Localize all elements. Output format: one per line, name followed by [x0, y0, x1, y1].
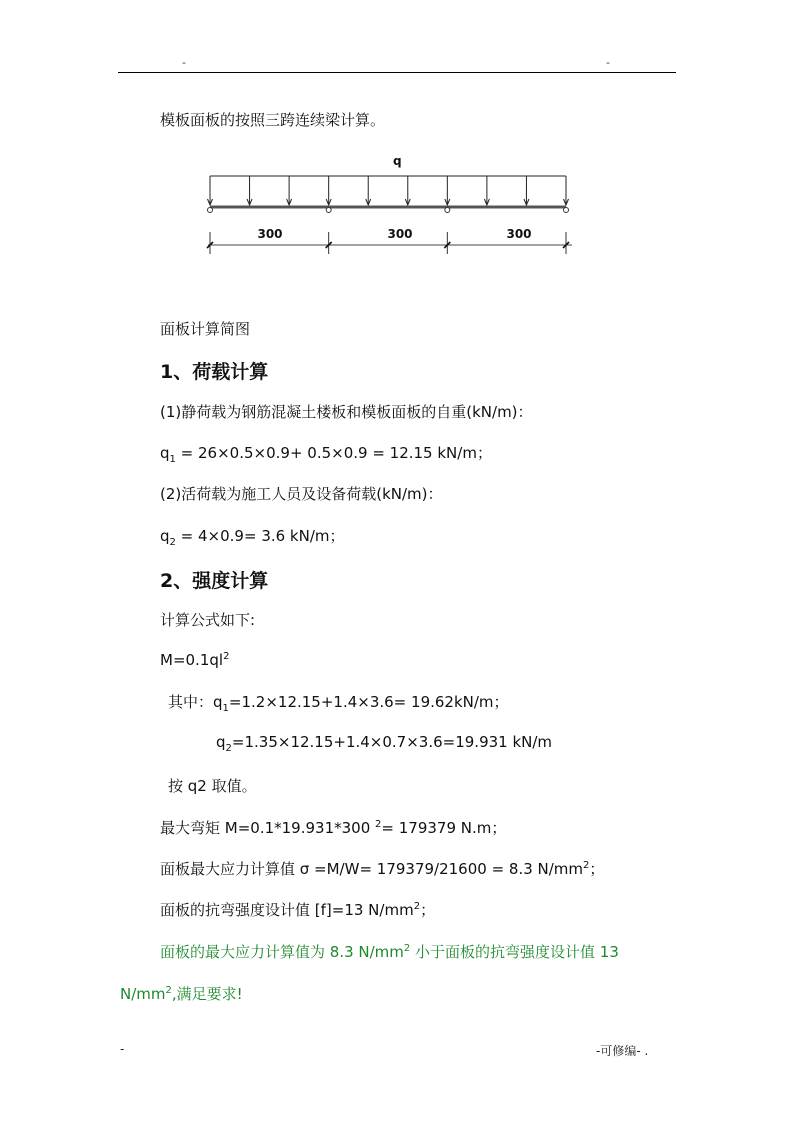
q1-expression: = 26×0.5×0.9+ 0.5×0.9 = 12.15 kN/m； — [175, 444, 492, 462]
static-load-text: (1)静荷载为钢筋混凝土楼板和模板面板的自重(kN/m)： — [160, 403, 533, 421]
footer-right-text: -可修编- . — [596, 1044, 649, 1058]
diagram-caption: 面板计算简图 — [160, 320, 251, 338]
conclusion2-a: N/mm — [120, 985, 166, 1003]
max-moment-sup: 2 — [375, 819, 382, 830]
moment-formula-base: M=0.1ql — [160, 651, 224, 669]
footer-left-mark: - — [120, 1042, 125, 1056]
where-subscript: 1 — [222, 703, 229, 714]
q1-subscript: 1 — [169, 454, 176, 465]
conclusion-sup: 2 — [403, 943, 411, 954]
header-right-mark: - — [606, 56, 610, 69]
span-label-2: 300 — [387, 227, 413, 241]
design-value-a: 面板的抗弯强度设计值 [f]=13 N/mm — [160, 901, 414, 919]
conclusion2-sup: 2 — [165, 985, 172, 996]
span-label-3: 300 — [506, 227, 532, 241]
where-expression: =1.2×12.15+1.4×3.6= 19.62kN/m； — [228, 693, 509, 711]
where-q1 — [168, 691, 509, 712]
q2-expression: = 4×0.9= 3.6 kN/m； — [175, 527, 345, 545]
formula-intro: 计算公式如下: — [160, 611, 256, 629]
span-label-1: 300 — [257, 227, 283, 241]
q1-formula — [160, 442, 492, 463]
q2-symbol: q — [160, 527, 170, 545]
beam-diagram — [200, 148, 580, 258]
moment-formula-sup: 2 — [223, 651, 230, 662]
q1-symbol: q — [160, 444, 170, 462]
q2-subscript: 2 — [169, 537, 176, 548]
max-stress-b: ； — [589, 860, 605, 878]
load-label: q — [393, 154, 402, 168]
max-moment-b: = 179379 N.m； — [381, 819, 507, 837]
where-q2 — [216, 733, 553, 754]
take-value-text: 按 q2 取值。 — [168, 777, 257, 795]
conclusion-b: 小于面板的抗弯强度设计值 13 — [410, 943, 619, 961]
support-pin — [208, 208, 213, 213]
max-stress — [160, 858, 604, 879]
support-pin — [326, 208, 331, 213]
load-arrows — [208, 176, 569, 205]
live-load-text: (2)活荷载为施工人员及设备荷载(kN/m)： — [160, 485, 443, 503]
conclusion-line-1 — [160, 941, 619, 962]
section1-title: 1、荷载计算 — [160, 361, 269, 383]
design-value — [160, 899, 435, 920]
header-left-mark: - — [182, 56, 186, 69]
support-pin — [445, 208, 450, 213]
q2-formula — [160, 525, 345, 546]
header-rule — [118, 72, 676, 73]
max-stress-a: 面板最大应力计算值 σ =M/W= 179379/21600 = 8.3 N/mm — [160, 860, 584, 878]
max-moment — [160, 817, 506, 838]
design-value-sup: 2 — [413, 901, 421, 912]
section2-title: 2、强度计算 — [160, 570, 269, 592]
where-prefix: 其中：q — [168, 693, 223, 711]
max-stress-sup: 2 — [583, 860, 590, 871]
where-q2-expression: =1.35×12.15+1.4×0.7×3.6=19.931 kN/m — [231, 733, 553, 751]
intro-text: 模板面板的按照三跨连续梁计算。 — [160, 111, 386, 129]
moment-formula — [160, 651, 229, 669]
conclusion-line-2 — [120, 983, 243, 1004]
support-pin — [564, 208, 569, 213]
max-moment-a: 最大弯矩 M=0.1*19.931*300 — [160, 819, 376, 837]
where-q2-subscript: 2 — [225, 743, 232, 754]
conclusion-a: 面板的最大应力计算值为 8.3 N/mm — [160, 943, 404, 961]
conclusion2-b: ,满足要求! — [171, 985, 243, 1003]
where-q2-symbol: q — [216, 733, 226, 751]
design-value-b: ； — [420, 901, 436, 919]
